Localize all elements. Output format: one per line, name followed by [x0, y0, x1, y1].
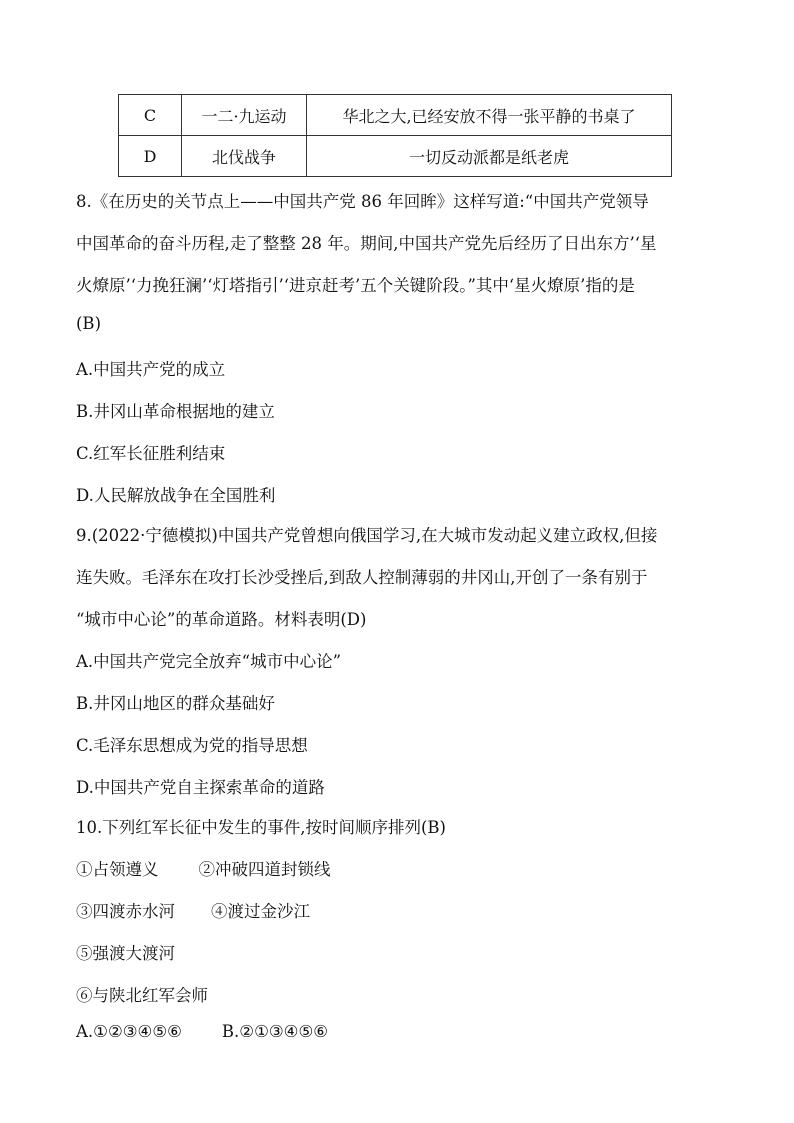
table-cell-quote: 一切反动派都是纸老虎: [307, 136, 672, 177]
q10-stem: 10.下列红军长征中发生的事件,按时间顺序排列(B): [76, 818, 446, 837]
table-row: [119, 95, 672, 136]
q9-stem-line-1: 9.(2022·宁德模拟)中国共产党曾想向俄国学习,在大城市发动起义建立政权,但接: [76, 526, 658, 545]
q10-option-b: B.②①③④⑤⑥: [221, 1022, 329, 1041]
q10-items-row-1: [76, 856, 331, 880]
table-cell-event: 一二·九运动: [182, 95, 307, 136]
table-row: [119, 136, 672, 177]
q8-option-a: A.中国共产党的成立: [76, 360, 226, 379]
table-cell-letter: C: [119, 95, 182, 136]
q10-options-row: [76, 1022, 328, 1041]
options-table-wrap: [118, 94, 672, 177]
table-cell-quote: 华北之大,已经安放不得一张平静的书桌了: [307, 95, 672, 136]
q8-option-b: B.井冈山革命根据地的建立: [76, 402, 275, 421]
q8-stem-line-2: 中国革命的奋斗历程,走了整整 28 年。期间,中国共产党先后经历了日出东方’‘星: [76, 234, 657, 253]
q8-option-d: D.人民解放战争在全国胜利: [76, 486, 276, 505]
options-table: [118, 94, 672, 177]
q8-stem-line-3: 火燎原’‘力挽狂澜’‘灯塔指引’‘进京赶考’五个关键阶段。”其中‘星火燎原’指的是: [76, 276, 635, 295]
q10-item-3: ③四渡赤水河: [76, 902, 175, 921]
q10-items-row-2: [76, 898, 310, 922]
q10-option-a: A.①②③④⑤⑥: [76, 1022, 182, 1041]
q9-stem-line-3: “城市中心论”的革命道路。材料表明(D): [76, 610, 367, 629]
q9-stem-line-2: 连失败。毛泽东在攻打长沙受挫后,到敌人控制薄弱的井冈山,开创了一条有别于: [76, 568, 648, 587]
q10-item-4: ④渡过金沙江: [211, 902, 310, 921]
q10-item-2: ②冲破四道封锁线: [198, 860, 331, 879]
q10-item-6: ⑥与陕北红军会师: [76, 986, 208, 1005]
q8-stem-line-1: 8.《在历史的关节点上——中国共产党 86 年回眸》这样写道:“中国共产党领导: [76, 192, 649, 211]
table-cell-event: 北伐战争: [182, 136, 307, 177]
table-cell-letter: D: [119, 136, 182, 177]
q9-option-c: C.毛泽东思想成为党的指导思想: [76, 736, 308, 755]
q9-option-d: D.中国共产党自主探索革命的道路: [76, 778, 325, 797]
q8-option-c: C.红军长征胜利结束: [76, 444, 226, 463]
q8-answer: (B): [76, 314, 101, 333]
q10-item-5: ⑤强渡大渡河: [76, 944, 175, 963]
q10-item-1: ①占领遵义: [76, 860, 159, 879]
q9-option-b: B.井冈山地区的群众基础好: [76, 694, 275, 713]
q9-option-a: A.中国共产党完全放弃“城市中心论”: [76, 652, 342, 671]
